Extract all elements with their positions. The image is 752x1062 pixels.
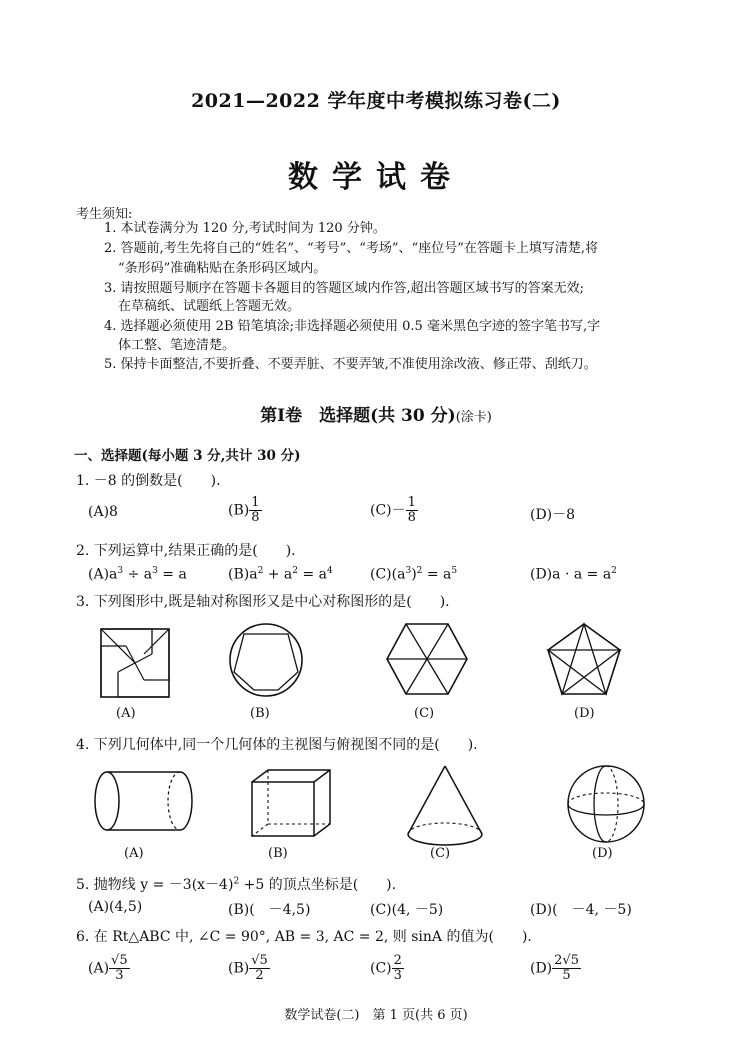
question-1-stem: 1. －8 的倒数是( ). — [76, 473, 221, 489]
q3-figure-b — [228, 622, 304, 698]
q5-option-b: (B)( －4,5) — [228, 902, 311, 918]
part-heading: 一、选择题(每小题 3 分,共计 30 分) — [74, 448, 301, 464]
q2-b-part: = a — [298, 566, 327, 583]
q2-option-b — [228, 566, 333, 583]
q1-option-c — [370, 496, 418, 525]
q6-c-numerator: 2 — [393, 953, 402, 968]
q1-option-b-prefix: (B) — [228, 502, 250, 519]
q1-option-b — [228, 496, 262, 525]
q6-a-numerator: √5 — [111, 953, 128, 968]
question-2-stem: 2. 下列运算中,结果正确的是( ). — [76, 543, 296, 559]
q4-figure-d-sphere — [566, 764, 646, 844]
q4-label-c: (C) — [430, 846, 451, 861]
question-6-stem: 6. 在 Rt△ABC 中, ∠C = 90°, AB = 3, AC = 2, 则 sinA 的值为( ). — [76, 929, 532, 945]
q6-a-denominator: 3 — [115, 968, 124, 983]
q6-option-d — [530, 954, 581, 983]
q3-label-a: (A) — [116, 706, 136, 721]
notice-item-3-cont: 在草稿纸、试题纸上答题无效。 — [118, 299, 301, 314]
q2-c-exp: 2 — [416, 566, 423, 576]
q1-option-c-fraction — [406, 496, 418, 525]
q2-d-part: (D)a · a = a — [530, 566, 612, 583]
page-footer: 数学试卷(二) 第 1 页(共 6 页) — [284, 1008, 468, 1023]
notice-item-2: 2. 答题前,考生先将自己的“姓名”、“考号”、“考场”、“座位号”在答题卡上填写清楚,将 — [104, 241, 598, 256]
question-4-stem: 4. 下列几何体中,同一个几何体的主视图与俯视图不同的是( ). — [76, 737, 478, 753]
q2-c-exp: 3 — [405, 566, 412, 576]
q2-c-part: ) — [411, 566, 417, 583]
q4-label-b: (B) — [268, 846, 288, 861]
q1-option-b-fraction — [249, 496, 261, 525]
q6-d-prefix: (D) — [530, 960, 553, 977]
q2-c-exp: 5 — [451, 566, 458, 576]
q2-a-exp: 3 — [152, 566, 158, 576]
question-5-stem — [76, 874, 396, 894]
q2-a-part: ÷ a — [123, 566, 153, 583]
section-title — [0, 401, 752, 426]
q2-a-exp: 3 — [117, 566, 124, 576]
section-title-main: 第Ⅰ卷 选择题(共 30 分) — [260, 406, 456, 426]
section-title-suffix: (涂卡) — [455, 410, 492, 425]
exam-series-title: 2021—2022 学年度中考模拟练习卷(二) — [191, 90, 561, 112]
q2-c-part: = a — [422, 566, 452, 583]
q3-label-b: (B) — [250, 706, 270, 721]
q3-label-c: (C) — [414, 706, 435, 721]
q3-figure-d — [546, 622, 622, 696]
q3-figure-a — [100, 628, 170, 698]
q1-b-denominator: 8 — [251, 510, 260, 525]
q1-c-denominator: 8 — [407, 510, 416, 525]
q5-option-c: (C)(4, －5) — [370, 902, 444, 918]
q5-option-d: (D)( －4, －5) — [530, 902, 632, 918]
q6-option-c — [370, 954, 404, 983]
q2-option-c — [370, 566, 457, 583]
q6-b-prefix: (B) — [228, 960, 250, 977]
q4-figure-c-cone — [406, 764, 484, 848]
question-3-stem: 3. 下列图形中,既是轴对称图形又是中心对称图形的是( ). — [76, 594, 450, 610]
q2-option-d — [530, 566, 617, 583]
q6-b-fraction — [249, 954, 270, 983]
q6-a-prefix: (A) — [88, 960, 110, 977]
q4-figure-b-cube — [250, 768, 332, 838]
q2-b-part: (B)a — [228, 566, 258, 583]
q2-a-part: = a — [157, 566, 187, 583]
q2-option-a — [88, 566, 187, 583]
q6-d-denominator: 5 — [562, 968, 571, 983]
notice-item-4-cont: 体工整、笔迹清楚。 — [118, 338, 236, 353]
q5-stem-exp: 2 — [233, 876, 240, 887]
q6-c-fraction — [392, 954, 404, 983]
q6-b-denominator: 2 — [255, 968, 264, 983]
q5-option-a: (A)(4,5) — [88, 899, 143, 915]
q6-d-fraction — [552, 954, 581, 983]
q1-option-d: (D)－8 — [530, 507, 576, 523]
q6-d-numerator: 2√5 — [554, 953, 579, 968]
notice-item-1: 1. 本试卷满分为 120 分,考试时间为 120 分钟。 — [104, 221, 386, 236]
page-title: 数学试卷 — [288, 160, 464, 195]
q2-b-exp: 4 — [327, 566, 333, 576]
q6-b-numerator: √5 — [251, 953, 268, 968]
notice-item-5: 5. 保持卡面整洁,不要折叠、不要弄脏、不要弄皱,不准使用涂改液、修正带、刮纸刀。 — [104, 357, 597, 372]
q1-b-numerator: 1 — [251, 495, 260, 510]
q2-b-exp: 2 — [292, 566, 299, 576]
notice-item-4: 4. 选择题必须使用 2B 铅笔填涂;非选择题必须使用 0.5 毫米黑色字迹的签字笔书写,字 — [104, 319, 601, 334]
q4-figure-a-cylinder — [94, 770, 194, 832]
notice-heading: 考生须知: — [76, 207, 133, 222]
q3-label-d: (D) — [574, 706, 595, 721]
q5-stem-part: +5 的顶点坐标是( ). — [239, 877, 397, 893]
q2-d-exp: 2 — [611, 566, 617, 576]
q6-option-b — [228, 954, 270, 983]
q1-option-a: (A)8 — [88, 504, 118, 520]
q4-label-d: (D) — [592, 846, 613, 861]
q2-c-part: (C)(a — [370, 566, 406, 583]
q1-option-c-prefix: (C)－ — [370, 502, 406, 519]
q6-c-denominator: 3 — [393, 968, 402, 983]
q2-a-part: (A)a — [88, 566, 118, 583]
q6-option-a — [88, 954, 130, 983]
q6-a-fraction — [109, 954, 130, 983]
q1-c-numerator: 1 — [407, 495, 416, 510]
q3-figure-c — [386, 622, 468, 696]
notice-item-2-cont: “条形码”准确粘贴在条形码区域内。 — [118, 261, 327, 276]
notice-item-3: 3. 请按照题号顺序在答题卡各题目的答题区域内作答,超出答题区域书写的答案无效; — [104, 281, 585, 296]
q5-stem-part: 5. 抛物线 y = －3(x－4) — [76, 877, 234, 893]
q2-b-part: + a — [263, 566, 293, 583]
q6-c-prefix: (C) — [370, 960, 392, 977]
q2-b-exp: 2 — [257, 566, 264, 576]
q4-label-a: (A) — [124, 846, 144, 861]
